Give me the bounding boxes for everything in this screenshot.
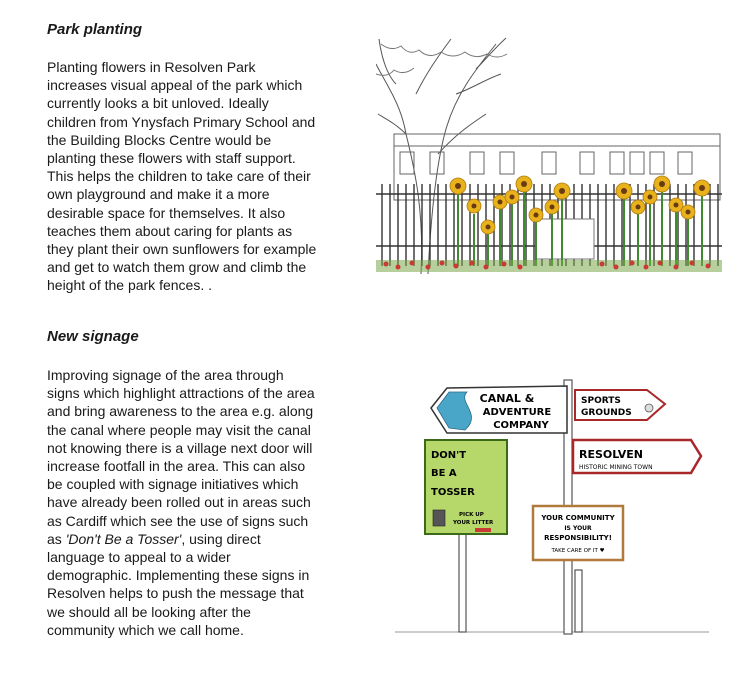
paragraph-line: teaches them about caring for plants as xyxy=(47,222,293,239)
paragraph-line: be coupled with signage initiatives which xyxy=(47,476,299,493)
paragraph-line: This helps the children to take care of their xyxy=(47,168,311,185)
paragraph-line: Improving signage of the area through xyxy=(47,367,284,383)
sports-sign-line1: SPORTS xyxy=(581,396,621,406)
section-heading-new-signage: New signage xyxy=(47,328,139,345)
line-suffix: , using direct xyxy=(181,530,261,547)
sports-grounds-sign xyxy=(575,390,665,420)
paragraph-line: they plant their own sunflowers for example xyxy=(47,241,317,258)
resolven-sign xyxy=(573,440,701,473)
paragraph-line: own playground and make it a more xyxy=(47,186,270,203)
dont-be-a-tosser-sign xyxy=(425,440,507,534)
line-prefix: as xyxy=(47,530,66,547)
park-planting-paragraph xyxy=(47,58,347,295)
paragraph-line xyxy=(47,530,347,548)
paragraph-line: the Building Blocks Centre would be xyxy=(47,131,272,148)
paragraph-line: Resolven helps to push the message that xyxy=(47,585,304,602)
paragraph-line: community which we call home. xyxy=(47,621,244,638)
paragraph-line: the canal where people may visit the canal xyxy=(47,421,311,438)
flower-bed xyxy=(376,260,722,272)
community-line2: IS YOUR xyxy=(564,525,592,532)
paragraph-line: planting these flowers with staff support. xyxy=(47,150,296,167)
resolven-sign-title: RESOLVEN xyxy=(579,448,643,461)
paragraph-line: increases visual appeal of the park which xyxy=(47,77,303,94)
litter-line1: PICK UP xyxy=(459,512,484,518)
resolven-sign-subtitle: HISTORIC MINING TOWN xyxy=(579,464,653,471)
community-line3: RESPONSIBILITY! xyxy=(544,534,612,542)
paragraph-line: we should all be looking after the xyxy=(47,603,251,620)
litter-line2: YOUR LITTER xyxy=(453,520,494,526)
paragraph-line: Planting flowers in Resolven Park xyxy=(47,59,256,75)
paragraph-line: height of the park fences. . xyxy=(47,277,212,294)
your-community-sign xyxy=(533,506,623,560)
paragraph-line: have already been rolled out in areas such xyxy=(47,494,311,511)
community-line1: YOUR COMMUNITY xyxy=(541,514,615,522)
canal-adventure-sign xyxy=(431,386,567,433)
paragraph-line: currently looks a bit unloved. Ideally xyxy=(47,95,269,112)
dbat-line3: TOSSER xyxy=(431,487,475,498)
paragraph-line: as Cardiff which see the use of signs such xyxy=(47,512,309,529)
section-heading-park-planting: Park planting xyxy=(47,21,143,38)
new-signage-paragraph xyxy=(47,366,347,639)
paragraph-line: desirable space for themselves. It also xyxy=(47,204,286,221)
canal-sign-line3: COMPANY xyxy=(493,420,549,431)
paragraph-line: increase footfall in the area. This can also xyxy=(47,458,306,475)
gate-drawing xyxy=(536,219,594,259)
paragraph-line: signs which highlight attractions of the area xyxy=(47,385,315,402)
litter-icon xyxy=(475,528,491,532)
community-line4: TAKE CARE OF IT ♥ xyxy=(551,548,605,554)
paragraph-line: demographic. Implementing these signs in xyxy=(47,567,310,584)
signage-illustration xyxy=(395,378,709,636)
sports-sign-line2: GROUNDS xyxy=(581,408,632,418)
paragraph-line: children from Ynysfach Primary School and xyxy=(47,113,316,130)
ball-icon xyxy=(645,404,653,412)
paragraph-line: language to appeal to a wider xyxy=(47,549,231,566)
canal-sign-line2: ADVENTURE xyxy=(482,407,552,418)
dbat-line1: DON'T xyxy=(431,450,467,461)
bin-icon xyxy=(433,510,445,526)
paragraph-line: and bring awareness to the area e.g. along xyxy=(47,403,314,420)
paragraph-line: not knowing there is a village next door will xyxy=(47,439,313,456)
dbat-line2: BE A xyxy=(431,468,457,479)
slogan-emphasis: 'Don't Be a Tosser' xyxy=(65,530,182,547)
park-sunflowers-illustration xyxy=(376,34,722,277)
canal-sign-line1: CANAL & xyxy=(479,392,535,405)
paragraph-line: and get to watch them grow and climb the xyxy=(47,259,307,276)
